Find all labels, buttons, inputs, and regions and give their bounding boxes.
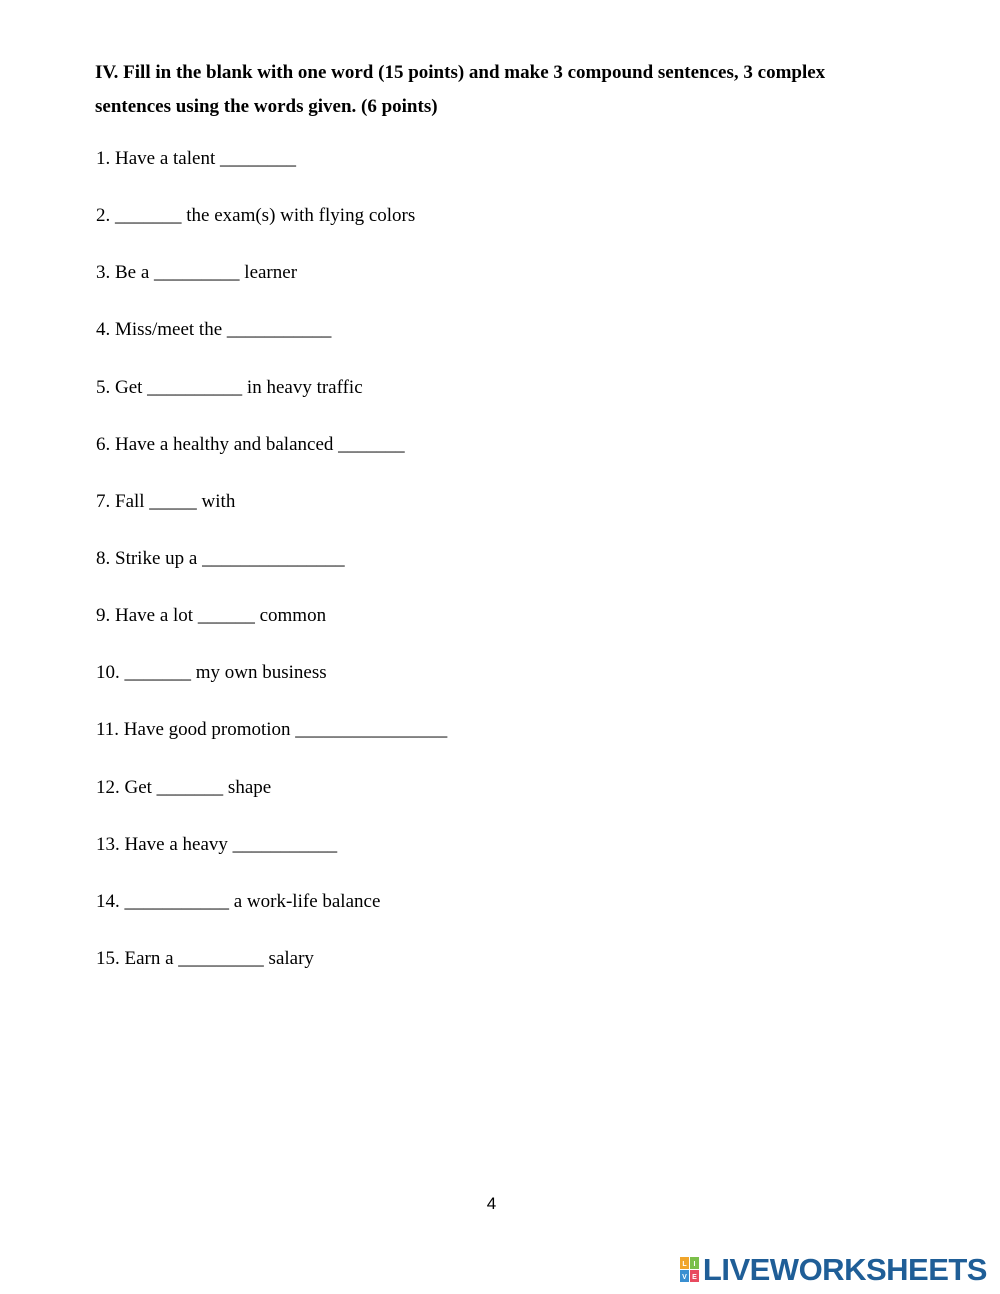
exercise-item: 11. Have good promotion ________________ — [96, 719, 448, 741]
exercise-item: 14. ___________ a work-life balance — [96, 890, 381, 912]
exercise-item: 5. Get __________ in heavy traffic — [96, 376, 363, 398]
brand-name: LIVEWORKSHEETS — [702, 1252, 987, 1287]
svg-text:V: V — [682, 1274, 687, 1281]
exercise-item: 13. Have a heavy ___________ — [96, 833, 338, 855]
svg-text:E: E — [692, 1274, 697, 1281]
exercise-list — [96, 140, 447, 997]
exercise-item: 1. Have a talent ________ — [96, 148, 296, 169]
svg-text:L: L — [682, 1261, 687, 1268]
liveworksheets-brand[interactable] — [680, 1252, 987, 1288]
exercise-item: 2. _______ the exam(s) with flying colors — [96, 205, 416, 227]
svg-text:I: I — [693, 1261, 696, 1268]
exercise-item: 12. Get _______ shape — [96, 776, 272, 798]
exercise-item: 15. Earn a _________ salary — [96, 947, 314, 969]
exercise-item: 4. Miss/meet the ___________ — [96, 319, 332, 341]
page-number: 4 — [486, 1194, 497, 1213]
exercise-item: 6. Have a healthy and balanced _______ — [96, 433, 405, 455]
liveworksheets-logo-icon — [680, 1257, 700, 1283]
exercise-item: 7. Fall _____ with — [96, 490, 236, 512]
exercise-item: 10. _______ my own business — [96, 662, 327, 684]
exercise-item: 9. Have a lot ______ common — [96, 605, 327, 627]
exercise-item: 8. Strike up a _______________ — [96, 547, 345, 569]
exercise-heading: IV. Fill in the blank with one word (15 points) and make 3 compound sentences, 3 complex sentences using the words given. (6 points) — [95, 62, 826, 117]
exercise-item: 3. Be a _________ learner — [96, 262, 298, 284]
